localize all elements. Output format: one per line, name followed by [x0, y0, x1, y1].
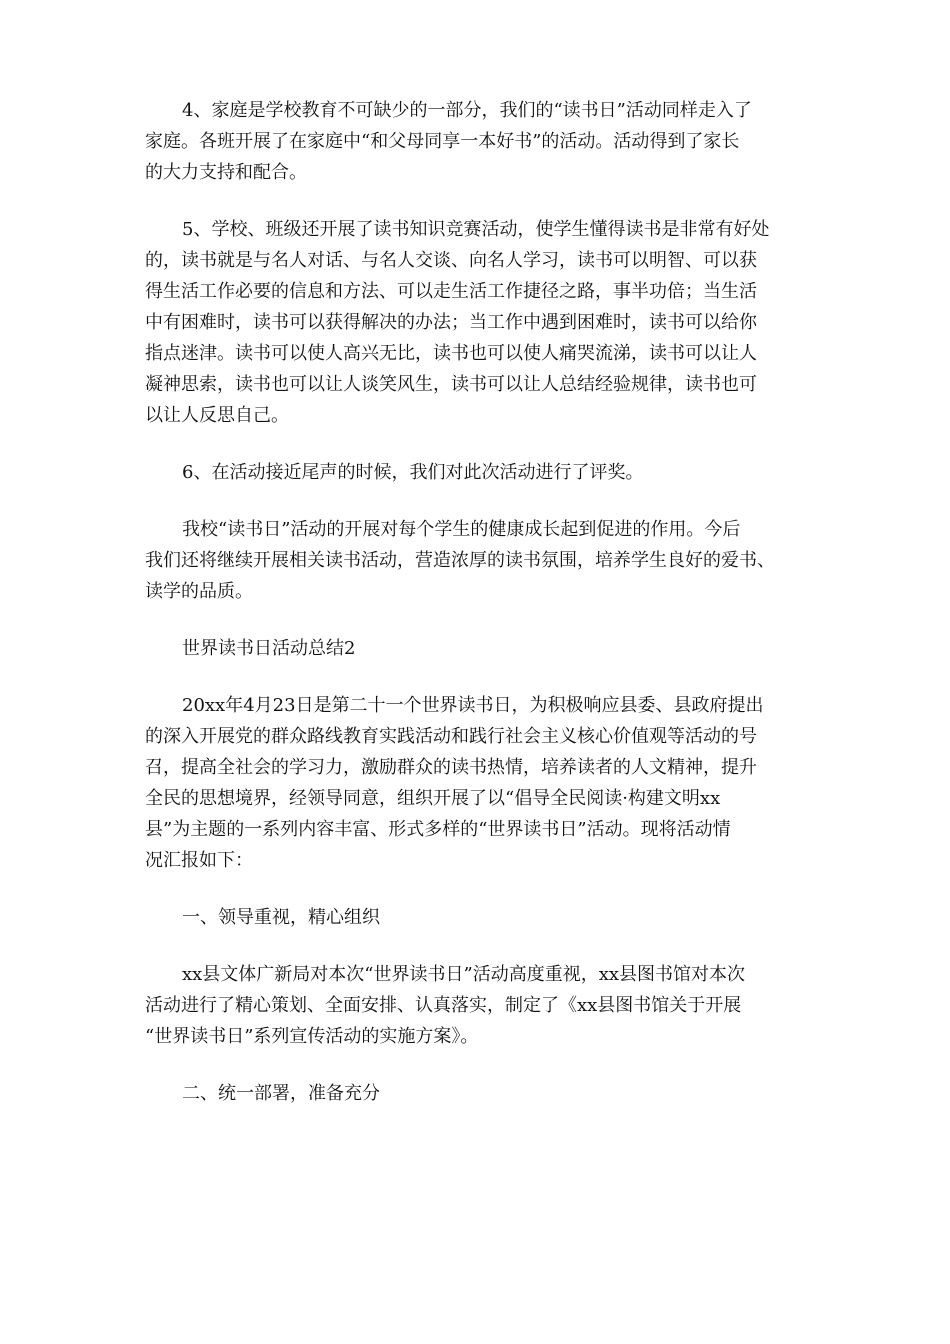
text-line: 活动进行了精心策划、全面安排、认真落实，制定了《xx县图书馆关于开展 [145, 995, 742, 1016]
text-line: 一、领导重视，精心组织 [182, 907, 380, 928]
text-line: 读学的品质。 [145, 581, 253, 602]
text-line: 凝神思索，读书也可以让人谈笑风生，读书可以让人总结经验规律，读书也可 [145, 374, 757, 395]
paragraph-intro [145, 690, 815, 876]
paragraph-item-4 [145, 95, 815, 188]
text-line: 20xx年4月23日是第二十一个世界读书日，为积极响应县委、县政府提出 [182, 695, 764, 716]
text-line: 世界读书日活动总结2 [182, 638, 356, 659]
text-line: 家庭。各班开展了在家庭中“和父母同享一本好书”的活动。活动得到了家长 [145, 131, 740, 152]
paragraph-conclusion [145, 514, 815, 607]
text-line: 县”为主题的一系列内容丰富、形式多样的“世界读书日”活动。现将活动情 [145, 819, 731, 840]
text-line: 6、在活动接近尾声的时候，我们对此次活动进行了评奖。 [182, 462, 644, 483]
paragraph-item-6 [145, 457, 815, 488]
text-line: xx县文体广新局对本次“世界读书日”活动高度重视，xx县图书馆对本次 [182, 964, 746, 985]
paragraph-item-5 [145, 214, 815, 431]
text-line: 况汇报如下： [145, 850, 253, 871]
text-line: 的深入开展党的群众路线教育实践活动和践行社会主义核心价值观等活动的号 [145, 726, 757, 747]
text-line: 中有困难时，读书可以获得解决的办法；当工作中遇到困难时，读书可以给你 [145, 312, 757, 333]
section-title [145, 633, 815, 664]
subheading-one [145, 902, 815, 933]
text-line: 我校“读书日”活动的开展对每个学生的健康成长起到促进的作用。今后 [182, 519, 741, 540]
text-line: 二、统一部署，准备充分 [182, 1083, 380, 1104]
subheading-two [145, 1078, 815, 1109]
text-line: 我们还将继续开展相关读书活动，营造浓厚的读书氛围，培养学生良好的爱书、 [145, 550, 775, 571]
text-line: 全民的思想境界，经领导同意，组织开展了以“倡导全民阅读·构建文明xx [145, 788, 721, 809]
text-line: 得生活工作必要的信息和方法、可以走生活工作捷径之路，事半功倍；当生活 [145, 281, 757, 302]
text-line: 的大力支持和配合。 [145, 162, 307, 183]
paragraph-organization [145, 959, 815, 1052]
text-line: 4、家庭是学校教育不可缺少的一部分，我们的“读书日”活动同样走入了 [182, 100, 752, 121]
text-line: 召，提高全社会的学习力，激励群众的读书热情，培养读者的人文精神，提升 [145, 757, 757, 778]
text-line: 5、学校、班级还开展了读书知识竞赛活动，使学生懂得读书是非常有好处 [182, 219, 770, 240]
text-line: 的，读书就是与名人对话、与名人交谈、向名人学习，读书可以明智、可以获 [145, 250, 757, 271]
text-line: 以让人反思自己。 [145, 405, 289, 426]
text-line: 指点迷津。读书可以使人高兴无比，读书也可以使人痛哭流涕，读书可以让人 [145, 343, 757, 364]
document-body [145, 95, 815, 1135]
text-line: “世界读书日”系列宣传活动的实施方案》。 [145, 1026, 479, 1047]
